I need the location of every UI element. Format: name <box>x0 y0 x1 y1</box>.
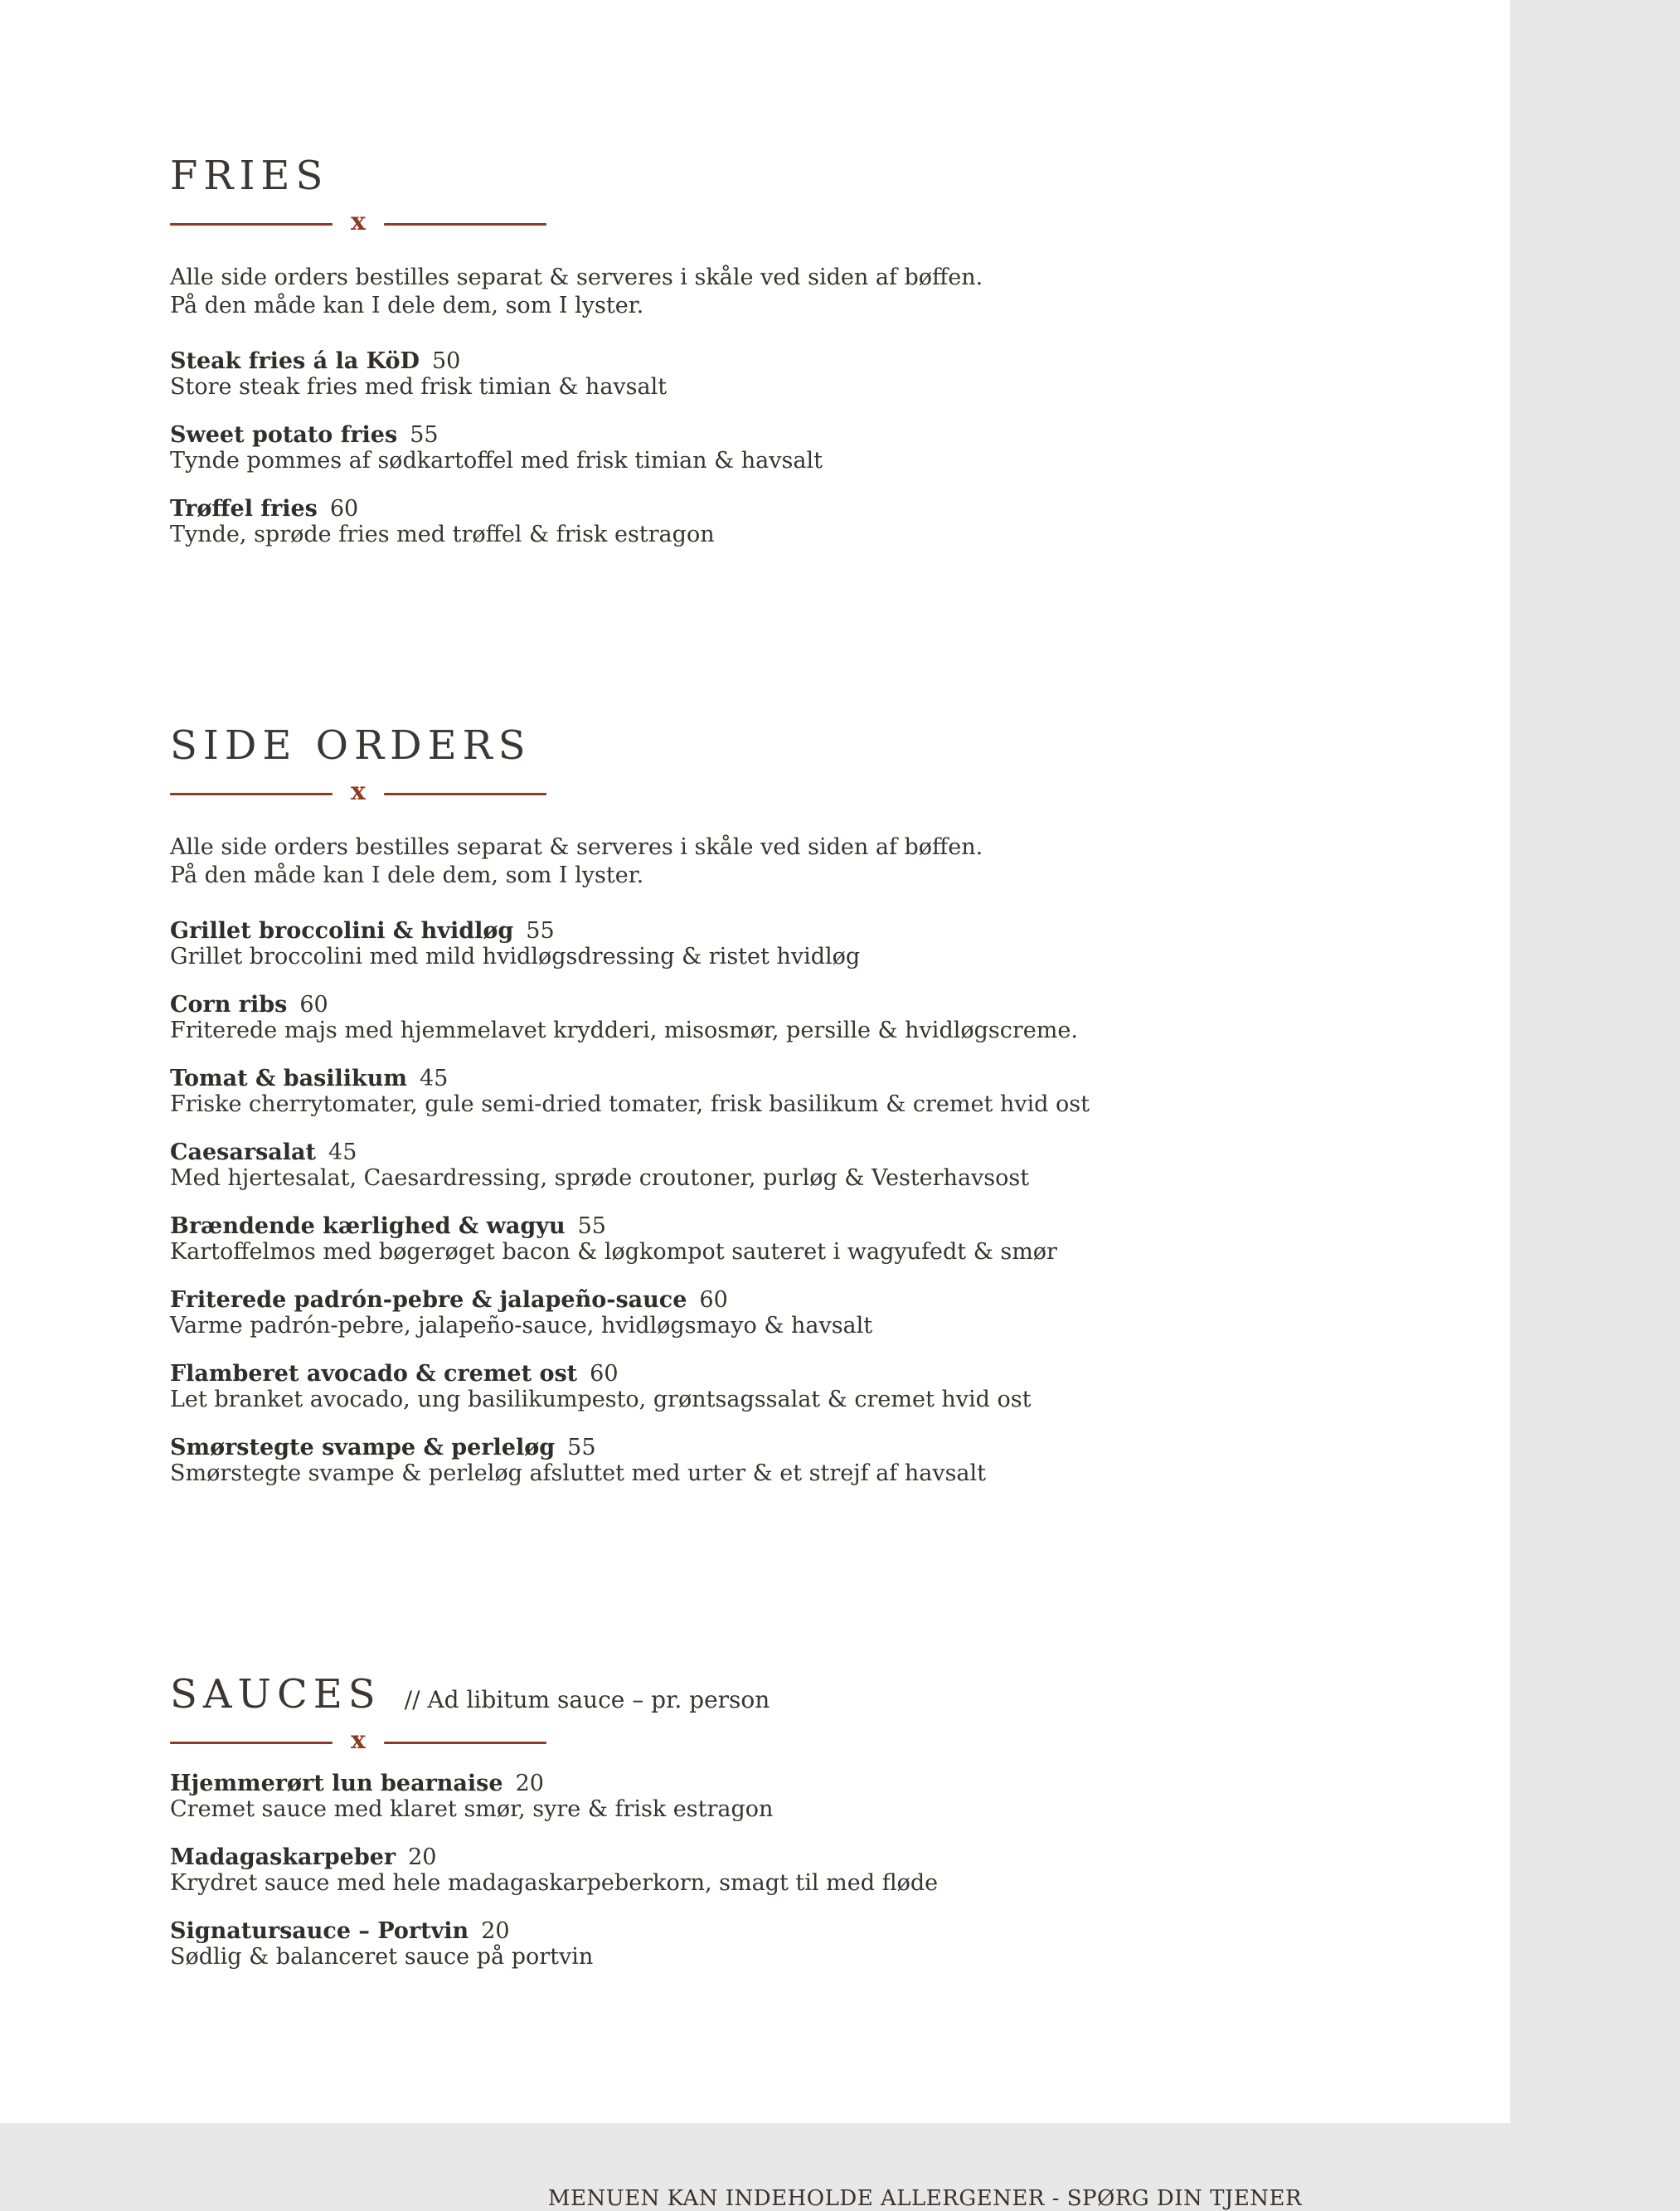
menu-item <box>170 348 1347 400</box>
intro-line: Alle side orders bestilles separat & serveres i skåle ved siden af bøffen. <box>170 834 983 860</box>
item-title-line <box>170 1771 1347 1796</box>
section-intro <box>170 833 1347 890</box>
item-title-line <box>170 496 1347 522</box>
item-title-line <box>170 1140 1347 1165</box>
item-name: Caesarsalat <box>170 1140 317 1165</box>
menu-item <box>170 1066 1347 1117</box>
item-name: Corn ribs <box>170 992 288 1018</box>
item-title-line <box>170 992 1347 1018</box>
item-description: Friterede majs med hjemmelavet krydderi, misosmør, persille & hvidløgscreme. <box>170 1018 1078 1043</box>
item-description: Friske cherrytomater, gule semi-dried tomater, frisk basilikum & cremet hvid ost <box>170 1091 1090 1117</box>
item-price: 60 <box>590 1361 619 1387</box>
item-description: Grillet broccolini med mild hvidløgsdressing & ristet hvidløg <box>170 944 861 969</box>
menu-item <box>170 422 1347 474</box>
section-divider <box>170 1727 1347 1757</box>
item-price: 55 <box>567 1435 596 1460</box>
section-header <box>170 722 1347 769</box>
menu-content <box>170 153 1347 2211</box>
section-subtitle: // Ad libitum sauce – pr. person <box>404 1686 770 1713</box>
intro-line: På den måde kan I dele dem, som I lyster. <box>170 863 644 888</box>
item-price: 55 <box>410 422 439 448</box>
section-items <box>170 1771 1347 1970</box>
item-description: Let branket avocado, ung basilikumpesto, grøntsagssalat & cremet hvid ost <box>170 1387 1032 1412</box>
item-title-line <box>170 422 1347 448</box>
sections-root <box>170 153 1347 1970</box>
section-divider <box>170 209 1347 239</box>
item-name: Trøffel fries <box>170 496 318 522</box>
item-title-line <box>170 918 1347 944</box>
footer-allergen-note: MENUEN KAN INDEHOLDE ALLERGENER - SPØRG DIN TJENER <box>547 2186 1303 2211</box>
item-title-line <box>170 1435 1347 1460</box>
item-title-line <box>170 1361 1347 1387</box>
section-items <box>170 348 1347 547</box>
item-name: Friterede padrón-pebre & jalapeño-sauce <box>170 1287 687 1313</box>
item-title-line <box>170 348 1347 374</box>
item-description: Kartoffelmos med bøgerøget bacon & løgkompot sauteret i wagyufedt & smør <box>170 1239 1057 1265</box>
divider-line-right <box>384 793 546 795</box>
item-name: Signatursauce – Portvin <box>170 1918 469 1944</box>
item-price: 55 <box>577 1213 606 1239</box>
item-name: Madagaskarpeber <box>170 1844 396 1870</box>
item-description: Store steak fries med frisk timian & havsalt <box>170 374 668 400</box>
item-price: 45 <box>419 1066 449 1091</box>
divider-x-icon: x <box>351 777 366 806</box>
intro-line: På den måde kan I dele dem, som I lyster. <box>170 293 644 318</box>
section-items <box>170 918 1347 1486</box>
menu-item <box>170 1140 1347 1191</box>
section-intro <box>170 264 1347 320</box>
item-description: Krydret sauce med hele madagaskarpeberkorn, smagt til med fløde <box>170 1870 939 1896</box>
item-name: Hjemmerørt lun bearnaise <box>170 1771 503 1796</box>
menu-item <box>170 1771 1347 1822</box>
item-description: Tynde pommes af sødkartoffel med frisk timian & havsalt <box>170 448 823 474</box>
section-divider <box>170 779 1347 809</box>
menu-item <box>170 496 1347 547</box>
section-title: SAUCES <box>170 1671 381 1718</box>
item-title-line <box>170 1213 1347 1239</box>
item-price: 20 <box>408 1844 437 1870</box>
item-name: Sweet potato fries <box>170 422 398 448</box>
item-description: Smørstegte svampe & perleløg afsluttet med urter & et strejf af havsalt <box>170 1460 987 1486</box>
divider-x-icon: x <box>351 1726 366 1755</box>
menu-item <box>170 1435 1347 1486</box>
menu-item <box>170 1213 1347 1265</box>
divider-x-icon: x <box>351 207 366 236</box>
divider-line-left <box>170 1742 333 1744</box>
menu-item <box>170 1361 1347 1412</box>
item-name: Tomat & basilikum <box>170 1066 407 1091</box>
item-title-line <box>170 1066 1347 1091</box>
menu-item <box>170 918 1347 969</box>
item-price: 60 <box>329 496 359 522</box>
item-name: Brændende kærlighed & wagyu <box>170 1213 566 1239</box>
item-price: 60 <box>299 992 328 1018</box>
menu-section <box>170 153 1347 547</box>
divider-line-right <box>384 1742 546 1744</box>
intro-line: Alle side orders bestilles separat & serveres i skåle ved siden af bøffen. <box>170 265 983 290</box>
section-header <box>170 1671 1347 1718</box>
menu-section <box>170 1671 1347 1970</box>
item-price: 45 <box>328 1140 357 1165</box>
menu-item <box>170 1918 1347 1970</box>
item-price: 20 <box>515 1771 544 1796</box>
item-description: Med hjertesalat, Caesardressing, sprøde croutoner, purløg & Vesterhavsost <box>170 1165 1030 1191</box>
menu-item <box>170 1844 1347 1896</box>
item-price: 20 <box>481 1918 510 1944</box>
item-title-line <box>170 1918 1347 1944</box>
menu-item <box>170 992 1347 1043</box>
section-title: FRIES <box>170 153 329 199</box>
item-price: 50 <box>431 348 461 374</box>
menu-section <box>170 722 1347 1486</box>
item-description: Sødlig & balanceret sauce på portvin <box>170 1944 594 1970</box>
item-description: Tynde, sprøde fries med trøffel & frisk estragon <box>170 522 715 547</box>
item-price: 55 <box>526 918 555 944</box>
item-name: Steak fries á la KöD <box>170 348 420 374</box>
divider-line-left <box>170 793 333 795</box>
item-description: Varme padrón-pebre, jalapeño-sauce, hvidløgsmayo & havsalt <box>170 1313 873 1339</box>
item-name: Flamberet avocado & cremet ost <box>170 1361 578 1387</box>
divider-line-left <box>170 223 333 226</box>
divider-line-right <box>384 223 546 226</box>
section-header <box>170 153 1347 199</box>
section-title: SIDE ORDERS <box>170 722 532 769</box>
item-name: Grillet broccolini & hvidløg <box>170 918 514 944</box>
item-name: Smørstegte svampe & perleløg <box>170 1435 556 1460</box>
item-description: Cremet sauce med klaret smør, syre & frisk estragon <box>170 1796 774 1822</box>
item-title-line <box>170 1287 1347 1313</box>
item-price: 60 <box>699 1287 728 1313</box>
item-title-line <box>170 1844 1347 1870</box>
menu-item <box>170 1287 1347 1339</box>
